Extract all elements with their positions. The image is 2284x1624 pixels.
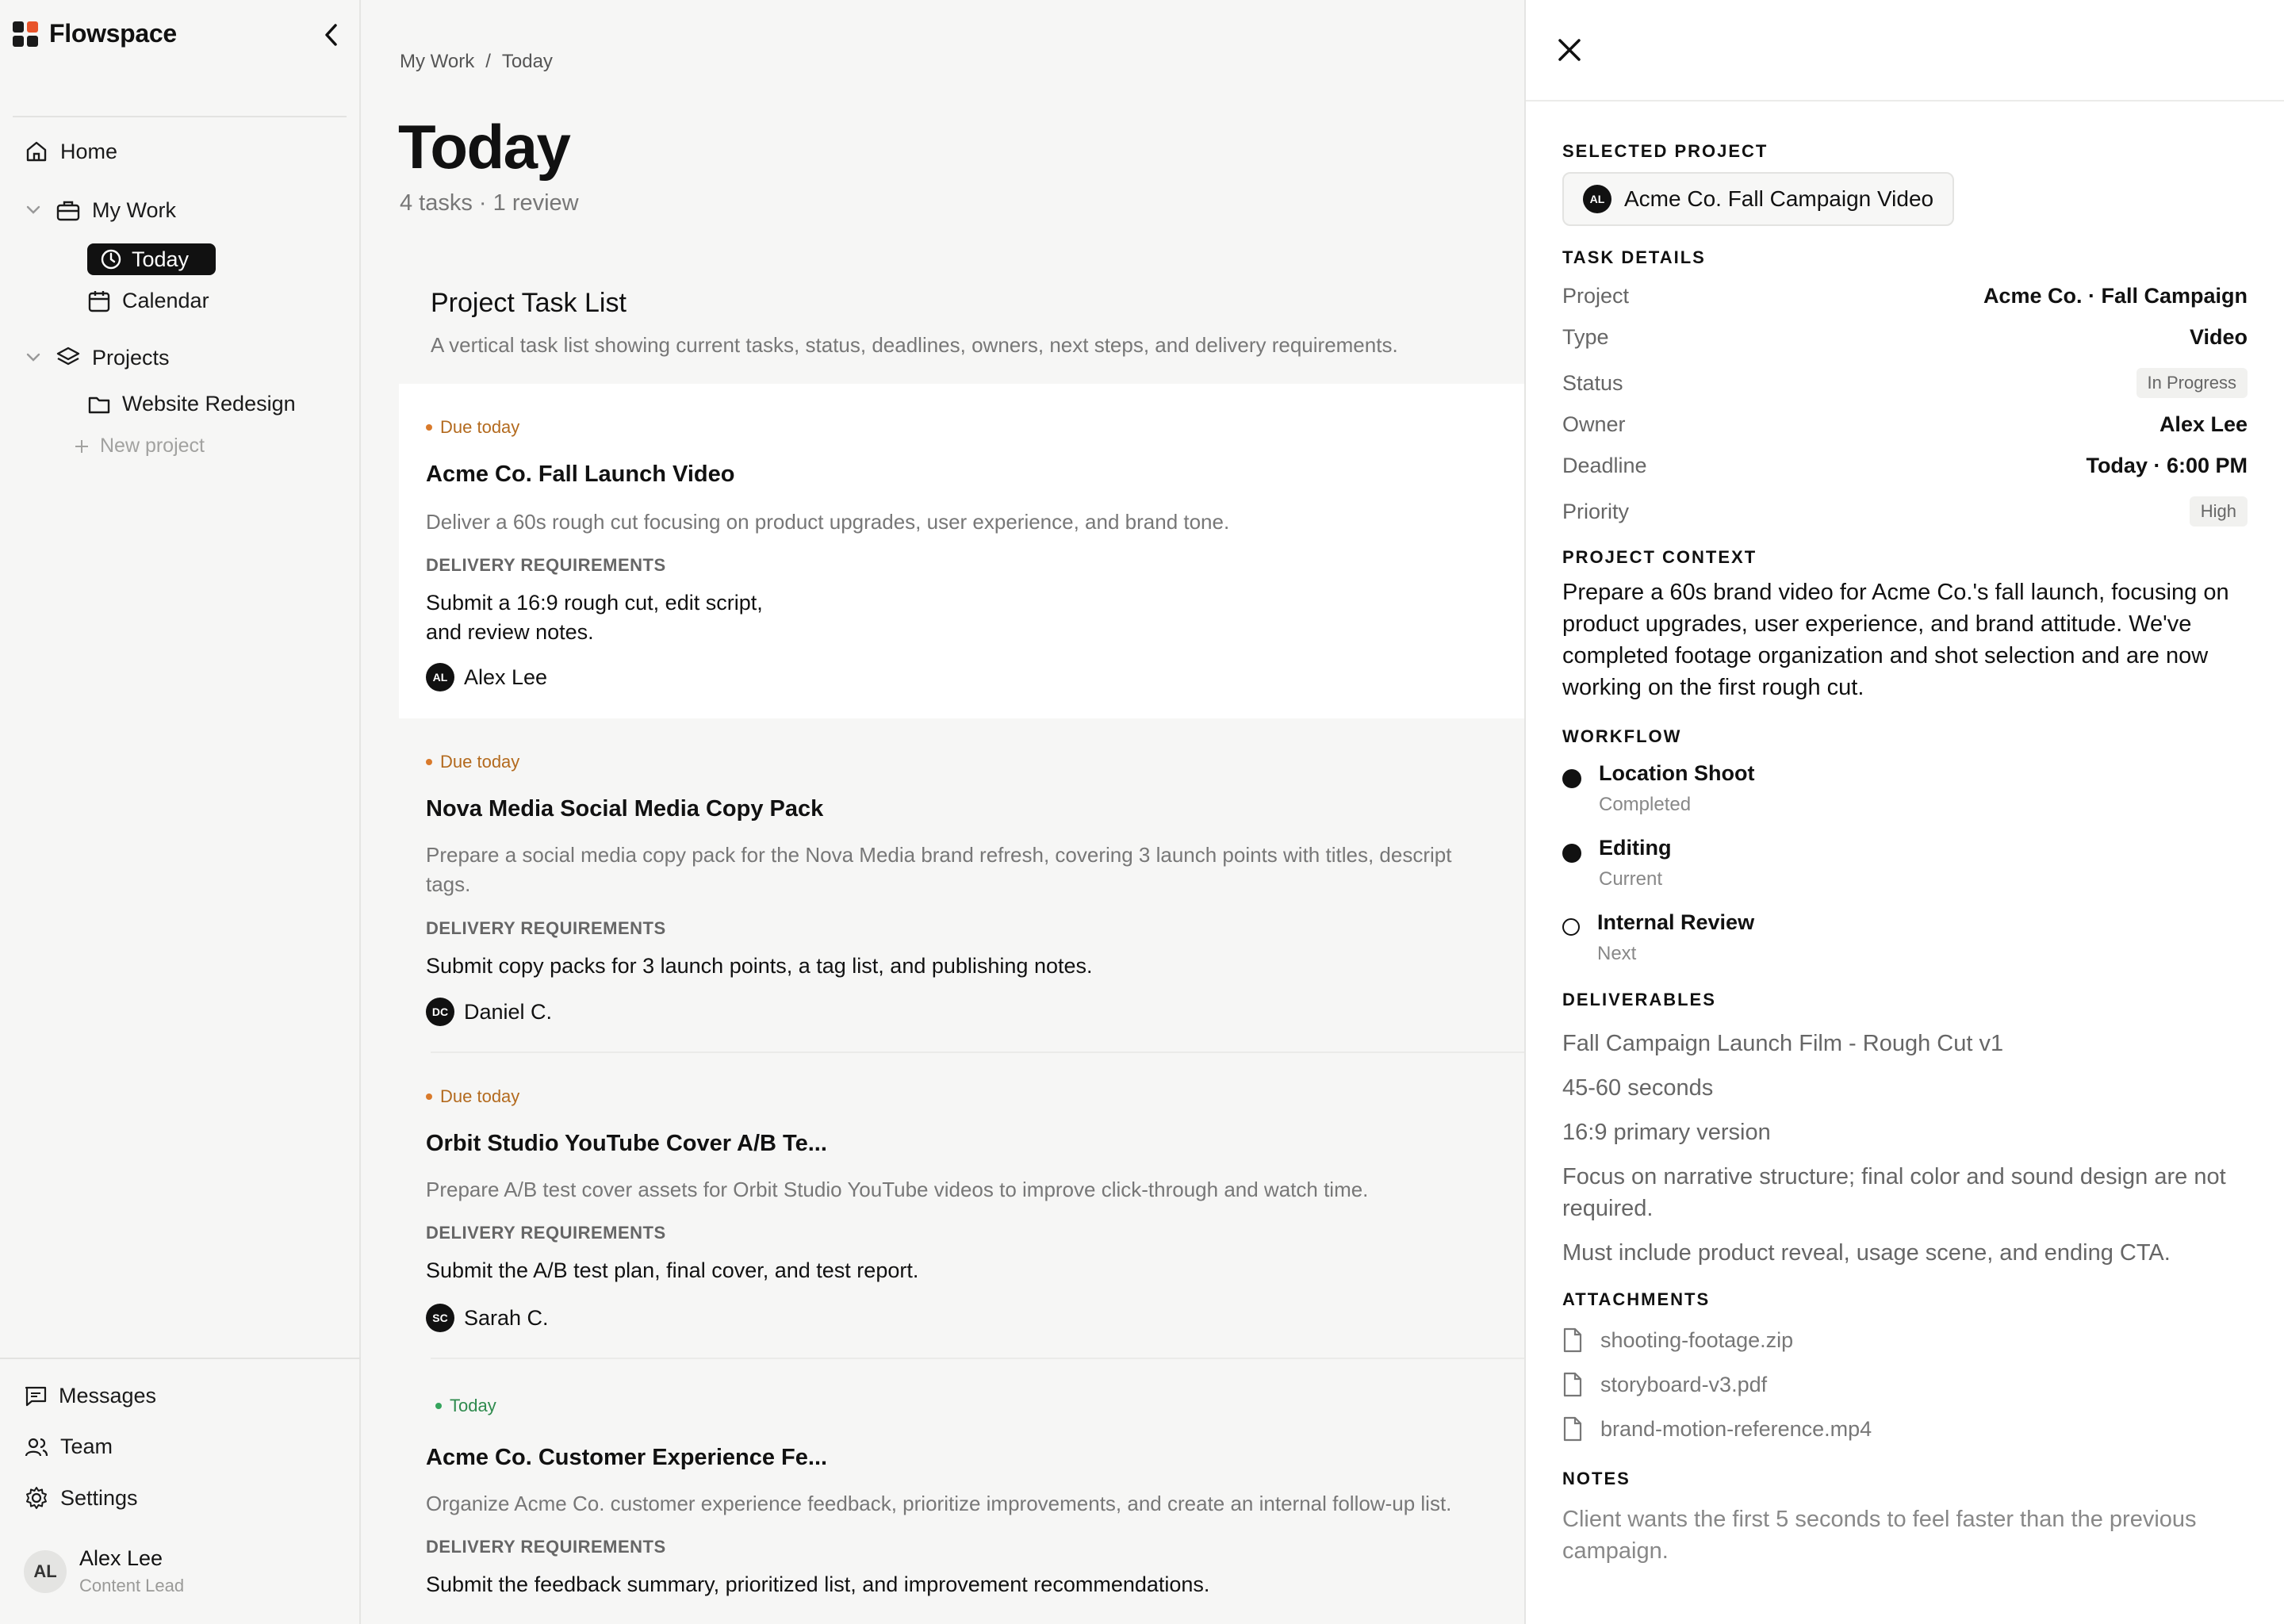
avatar: AL	[24, 1550, 67, 1593]
new-project-label: New project	[100, 435, 205, 457]
detail-row-deadline: Deadline Today · 6:00 PM	[1562, 454, 2248, 477]
sidebar-divider	[13, 116, 347, 117]
close-icon	[1557, 37, 1582, 63]
task-card[interactable]	[399, 1359, 1557, 1624]
task-description: Deliver a 60s rough cut focusing on product upgrades, user experience, and brand tone.	[426, 510, 1230, 534]
status-dot	[426, 1094, 432, 1100]
status-dot	[426, 424, 432, 431]
step-complete-dot	[1562, 769, 1581, 788]
user-name: Alex Lee	[79, 1546, 163, 1570]
layers-icon	[56, 345, 81, 370]
selected-project-name: Acme Co. Fall Campaign Video	[1624, 186, 1934, 211]
main-content	[362, 0, 1524, 1624]
priority-badge: High	[2190, 496, 2248, 527]
calendar-icon	[87, 289, 111, 313]
chevron-down-icon[interactable]	[25, 205, 41, 216]
file-icon	[1562, 1327, 1583, 1353]
task-description: Organize Acme Co. customer experience feedback, prioritize improvements, and create an internal follow-up list.	[426, 1492, 1452, 1515]
avatar: DC	[426, 998, 454, 1026]
nav-home-label: Home	[60, 139, 118, 163]
notes-text: Client wants the first 5 seconds to feel faster than the previous campaign.	[1562, 1507, 2197, 1564]
breadcrumb-parent[interactable]: My Work	[400, 51, 475, 72]
home-icon	[24, 139, 49, 164]
step-current-dot	[1562, 844, 1581, 863]
nav-calendar-label: Calendar	[122, 289, 209, 312]
avatar: AL	[1583, 185, 1611, 213]
task-detail-panel	[1524, 0, 2284, 1624]
status-dot	[435, 1403, 442, 1409]
users-icon	[24, 1435, 49, 1459]
nav-home[interactable]	[24, 139, 117, 164]
deliverable-item: 16:9 primary version	[1562, 1120, 1771, 1145]
attachment-item[interactable]: storyboard-v3.pdf	[1562, 1372, 1767, 1397]
due-badge: Due today	[426, 417, 519, 438]
file-icon	[1562, 1416, 1583, 1442]
page-subtitle: 4 tasks · 1 review	[400, 190, 579, 216]
task-card-selected[interactable]	[399, 384, 1557, 718]
folder-icon	[87, 393, 111, 416]
nav-website-redesign[interactable]	[87, 392, 296, 416]
nav-team[interactable]	[24, 1434, 113, 1459]
nav-my-work-label: My Work	[92, 198, 176, 222]
due-badge: Due today	[426, 752, 519, 772]
briefcase-icon	[56, 199, 81, 223]
avatar: AL	[426, 663, 454, 691]
nav-settings[interactable]	[24, 1485, 138, 1511]
brand[interactable]	[13, 19, 177, 48]
deliverable-item: Fall Campaign Launch Film - Rough Cut v1	[1562, 1031, 2004, 1056]
detail-row-owner: Owner Alex Lee	[1562, 412, 2248, 436]
file-icon	[1562, 1372, 1583, 1397]
breadcrumb-current: Today	[501, 51, 553, 72]
delivery-requirements-text: Submit the A/B test plan, final cover, and test report.	[426, 1258, 919, 1282]
section-label: WORKFLOW	[1562, 726, 1682, 746]
breadcrumb-separator: /	[485, 51, 491, 72]
due-badge: Today	[435, 1396, 496, 1416]
page-title: Today	[398, 112, 570, 182]
close-panel-button[interactable]	[1551, 32, 1588, 68]
workflow-step: Internal Review Next	[1562, 910, 1754, 965]
task-owner: DC Daniel C.	[426, 998, 552, 1026]
detail-row-status: Status In Progress	[1562, 368, 2248, 398]
status-badge: In Progress	[2136, 368, 2248, 398]
task-title[interactable]: Acme Co. Fall Launch Video	[426, 462, 735, 487]
delivery-requirements-label: DELIVERY REQUIREMENTS	[426, 1537, 666, 1557]
nav-calendar[interactable]	[87, 289, 209, 313]
nav-team-label: Team	[60, 1434, 113, 1458]
workflow-step: Editing Current	[1562, 836, 1671, 891]
section-label: NOTES	[1562, 1469, 1631, 1488]
nav-projects[interactable]	[56, 345, 170, 370]
nav-my-work[interactable]	[56, 198, 176, 223]
app-name: Flowspace	[49, 19, 177, 48]
sidebar	[0, 0, 361, 1624]
nav-messages[interactable]	[24, 1384, 156, 1408]
deliverable-item: 45-60 seconds	[1562, 1075, 1714, 1101]
user-profile[interactable]	[24, 1546, 184, 1596]
task-description: Prepare A/B test cover assets for Orbit Studio YouTube videos to improve click-through and watch time.	[426, 1178, 1369, 1201]
project-context: Prepare a 60s brand video for Acme Co.'s fall launch, focusing on product upgrades, user experience, and brand attitude. We've completed footage organization and shot selection and are now working on the first rough cut.	[1562, 580, 2229, 700]
detail-row-type: Type Video	[1562, 325, 2248, 349]
user-role: Content Lead	[79, 1576, 185, 1595]
task-title[interactable]: Acme Co. Customer Experience Fe...	[426, 1445, 828, 1470]
chevron-down-icon[interactable]	[25, 352, 41, 363]
new-project-button[interactable]	[73, 435, 205, 458]
due-badge: Due today	[426, 1086, 519, 1107]
nav-today-label: Today	[132, 247, 190, 271]
plus-icon	[73, 438, 90, 455]
panel-divider	[1526, 100, 2284, 102]
section-label: PROJECT CONTEXT	[1562, 547, 1757, 567]
clock-icon	[100, 248, 122, 270]
breadcrumb	[400, 51, 553, 73]
nav-projects-label: Projects	[92, 345, 170, 370]
delivery-requirements-text: Submit copy packs for 3 launch points, a tag list, and publishing notes.	[426, 954, 1093, 978]
gear-icon	[24, 1485, 49, 1511]
selected-project-chip[interactable]	[1562, 172, 1954, 226]
task-card[interactable]	[399, 718, 1557, 1051]
avatar: SC	[426, 1304, 454, 1332]
deliverable-item: Must include product reveal, usage scene, and ending CTA.	[1562, 1240, 2171, 1266]
attachment-item[interactable]: shooting-footage.zip	[1562, 1327, 1793, 1353]
task-owner: SC Sarah C.	[426, 1304, 549, 1332]
sidebar-divider	[0, 1358, 361, 1359]
deliverable-item: Focus on narrative structure; final color and sound design are not required.	[1562, 1164, 2226, 1221]
task-title[interactable]: Orbit Studio YouTube Cover A/B Te...	[426, 1131, 827, 1156]
flowspace-logo-icon	[13, 21, 38, 47]
section-label: SELECTED PROJECT	[1562, 141, 1769, 161]
workflow-step: Location Shoot Completed	[1562, 761, 1754, 816]
task-card[interactable]	[399, 1053, 1557, 1359]
task-owner: AL Alex Lee	[426, 663, 547, 691]
delivery-requirements-text: Submit the feedback summary, prioritized list, and improvement recommendations.	[426, 1572, 1210, 1596]
collapse-sidebar-button[interactable]	[317, 21, 346, 49]
delivery-requirements-label: DELIVERY REQUIREMENTS	[426, 918, 666, 938]
task-title[interactable]: Nova Media Social Media Copy Pack	[426, 796, 824, 822]
nav-today[interactable]	[87, 243, 216, 275]
detail-row-project: Project Acme Co. · Fall Campaign	[1562, 284, 2248, 308]
nav-messages-label: Messages	[59, 1384, 157, 1408]
delivery-requirements-text: Submit a 16:9 rough cut, edit script, and review notes.	[426, 591, 763, 644]
detail-row-priority: Priority High	[1562, 496, 2248, 527]
section-label: ATTACHMENTS	[1562, 1289, 1711, 1309]
section-label: TASK DETAILS	[1562, 247, 1706, 267]
task-list-title: Project Task List	[431, 288, 627, 318]
chevron-left-icon	[322, 23, 341, 47]
section-label: DELIVERABLES	[1562, 990, 1716, 1009]
task-list-description: A vertical task list showing current tasks, status, deadlines, owners, next steps, and delivery requirements.	[431, 333, 1398, 357]
attachment-item[interactable]: brand-motion-reference.mp4	[1562, 1416, 1872, 1442]
step-next-dot	[1562, 918, 1580, 936]
task-description: Prepare a social media copy pack for the Nova Media brand refresh, covering 3 launch points with titles, descript tags.	[426, 843, 1452, 896]
status-dot	[426, 759, 432, 765]
message-icon	[24, 1385, 48, 1408]
delivery-requirements-label: DELIVERY REQUIREMENTS	[426, 555, 666, 575]
delivery-requirements-label: DELIVERY REQUIREMENTS	[426, 1223, 666, 1243]
nav-website-redesign-label: Website Redesign	[122, 392, 296, 416]
nav-settings-label: Settings	[60, 1485, 138, 1510]
